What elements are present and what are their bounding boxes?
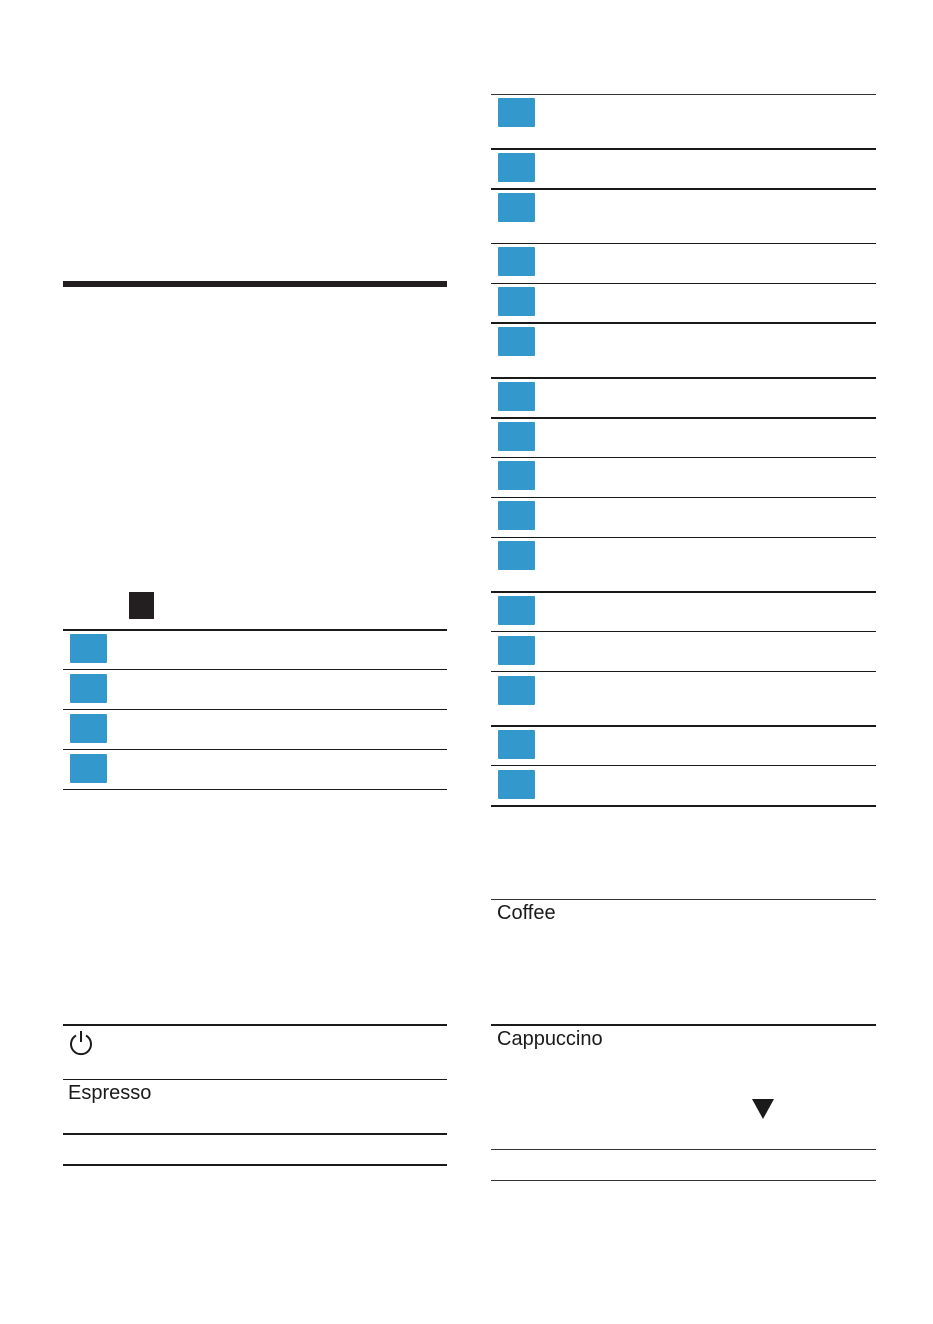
table-rule — [491, 899, 876, 900]
table-rule — [491, 805, 876, 807]
espresso-label: Espresso — [68, 1082, 152, 1104]
blue-indicator-icon — [498, 247, 535, 276]
table-rule — [491, 591, 876, 593]
table-rule — [491, 148, 876, 150]
blue-indicator-icon — [498, 461, 535, 490]
table-rule — [491, 457, 876, 458]
black-square-icon — [129, 592, 154, 619]
down-triangle-icon — [751, 1098, 775, 1120]
blue-indicator-icon — [498, 730, 535, 759]
table-rule — [491, 417, 876, 419]
blue-indicator-icon — [498, 676, 535, 705]
blue-indicator-icon — [70, 714, 107, 743]
table-rule — [63, 709, 447, 710]
table-rule — [491, 377, 876, 379]
table-rule — [491, 537, 876, 538]
cappuccino-label: Cappuccino — [497, 1028, 603, 1050]
blue-indicator-icon — [498, 636, 535, 665]
table-rule — [491, 631, 876, 632]
table-rule — [63, 1133, 447, 1135]
table-rule — [491, 1024, 876, 1026]
table-rule — [491, 1180, 876, 1181]
coffee-label: Coffee — [497, 902, 556, 924]
blue-indicator-icon — [498, 382, 535, 411]
blue-indicator-icon — [498, 501, 535, 530]
table-rule — [491, 725, 876, 727]
power-icon — [67, 1029, 95, 1057]
blue-indicator-icon — [498, 596, 535, 625]
blue-indicator-icon — [498, 193, 535, 222]
table-rule — [63, 1079, 447, 1080]
blue-indicator-icon — [498, 287, 535, 316]
table-rule — [491, 188, 876, 190]
table-rule — [491, 243, 876, 244]
table-rule — [491, 671, 876, 672]
blue-indicator-icon — [498, 153, 535, 182]
table-rule — [491, 497, 876, 498]
blue-indicator-icon — [498, 327, 535, 356]
blue-indicator-icon — [70, 634, 107, 663]
table-rule — [491, 322, 876, 324]
section-heading-rule — [63, 281, 447, 287]
blue-indicator-icon — [70, 674, 107, 703]
blue-indicator-icon — [70, 754, 107, 783]
table-rule — [491, 283, 876, 284]
blue-indicator-icon — [498, 98, 535, 127]
blue-indicator-icon — [498, 770, 535, 799]
table-rule — [491, 94, 876, 95]
table-rule — [491, 765, 876, 766]
blue-indicator-icon — [498, 541, 535, 570]
table-rule — [63, 1024, 447, 1026]
blue-indicator-icon — [498, 422, 535, 451]
table-rule — [491, 1149, 876, 1150]
table-rule — [63, 749, 447, 750]
table-rule — [63, 629, 447, 631]
table-rule — [63, 789, 447, 790]
table-rule — [63, 669, 447, 670]
table-rule — [63, 1164, 447, 1166]
